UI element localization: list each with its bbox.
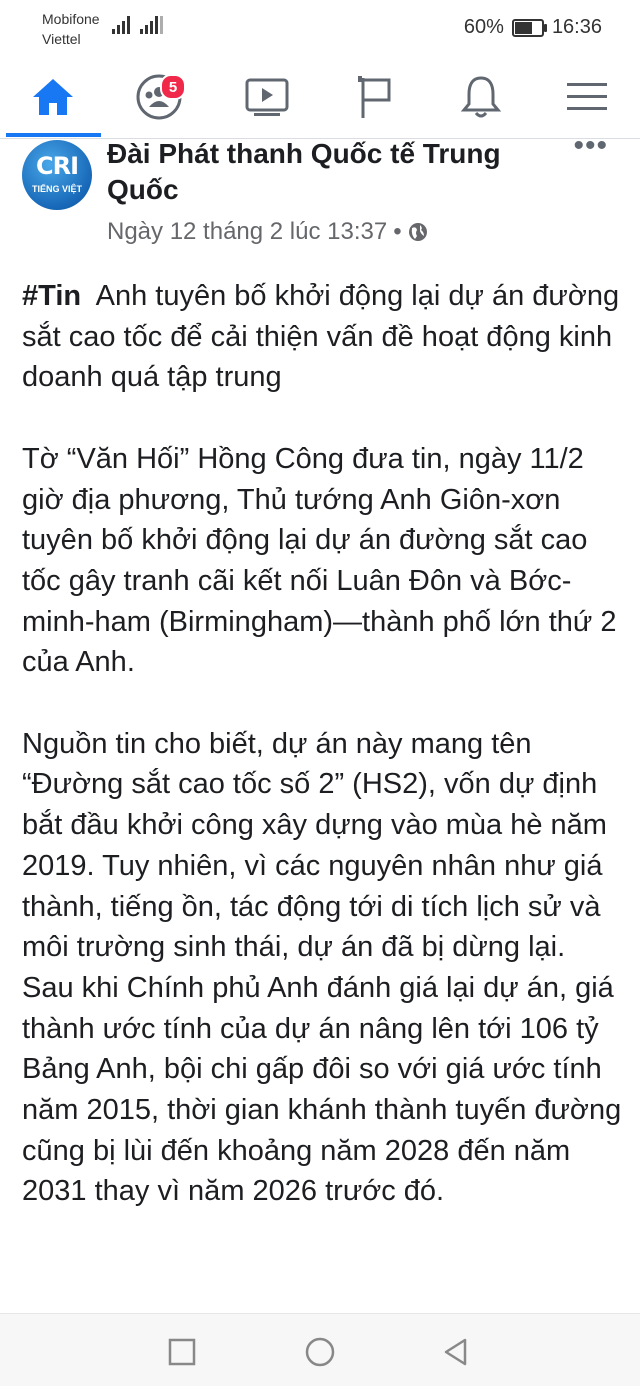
nav-pages[interactable]: [340, 66, 410, 128]
carrier-labels: [42, 9, 100, 49]
recents-icon: [168, 1338, 196, 1366]
nav-home[interactable]: [18, 66, 88, 128]
paragraph-1: Tờ “Văn Hối” Hồng Công đưa tin, ngày 11/2 giờ địa phương, Thủ tướng Anh Giôn-xơn tuyên bố khởi động lại dự án đường sắt cao tốc gây tranh cãi kết nối Luân Đôn và Bớc-minh-ham (Birmingham)—thành phố lớn thứ 2 của Anh.: [22, 442, 617, 679]
paragraph-2: Nguồn tin cho biết, dự án này mang tên “Đường sắt cao tốc số 2” (HS2), vốn dự định bắt đầu khởi công xây dựng vào mùa hè năm 2019. Tuy nhiên, vì các nguyên nhân như giá thành, tiếng ồn, tác động tới di tích lịch sử và môi trường sinh thái, dự án đã bị dừng lại. Sau khi Chính phủ Anh đánh giá lại dự án, giá thành ước tính của dự án nâng lên tới 106 tỷ Bảng Anh, bội chi gấp đôi so với giá ước tính năm 2015, thời gian khánh thành tuyến đường cũng bị lùi đến khoảng năm 2028 đến năm 2031 thay vì năm 2026 trước đó.: [22, 727, 622, 1208]
page-name[interactable]: Đài Phát thanh Quốc tế Trung Quốc: [107, 138, 501, 205]
nav-notifications[interactable]: [446, 66, 516, 128]
friend-requests-badge: 5: [160, 74, 186, 100]
post-body: [22, 276, 622, 1212]
hashtag-link[interactable]: #Tin: [22, 280, 82, 312]
battery-percent: 60%: [463, 16, 504, 38]
home-icon: [31, 77, 75, 117]
avatar-logo: CRI: [35, 152, 79, 180]
nav-watch[interactable]: [232, 66, 302, 128]
post-timestamp[interactable]: Ngày 12 tháng 2 lúc 13:37: [107, 218, 388, 245]
top-nav: [0, 60, 640, 139]
home-system-button[interactable]: [300, 1332, 340, 1372]
post-headline: [22, 276, 622, 398]
bell-icon: [460, 74, 502, 120]
home-circle-icon: [304, 1336, 336, 1368]
carrier-2: Viettel: [42, 31, 81, 47]
nav-menu[interactable]: [552, 66, 622, 128]
meta-separator: •: [393, 218, 402, 245]
status-right: [464, 16, 602, 39]
carrier-1: Mobifone: [42, 11, 100, 27]
system-nav-bar: [0, 1313, 640, 1386]
signal-icon: [112, 16, 132, 34]
hamburger-icon: [567, 80, 607, 114]
clock: 16:36: [551, 16, 602, 38]
nav-friends[interactable]: [124, 66, 194, 128]
back-icon: [441, 1337, 471, 1367]
avatar-tag: TIẾNG VIỆT: [31, 184, 82, 194]
battery-icon: [512, 19, 544, 37]
post-meta: [107, 216, 428, 248]
nav-active-indicator: [6, 133, 101, 137]
page-avatar[interactable]: [22, 140, 92, 210]
post-options-icon[interactable]: •••: [573, 129, 608, 162]
status-bar: [0, 0, 640, 60]
flag-icon: [355, 74, 395, 120]
video-icon: [244, 77, 290, 117]
headline-text: Anh tuyên bố khởi động lại dự án đường sắt cao tốc để cải thiện vấn đề hoạt động kinh doanh quá tập trung: [22, 280, 620, 394]
recents-button[interactable]: [162, 1332, 202, 1372]
globe-icon: [408, 222, 428, 242]
signal-2-icon: [140, 16, 170, 34]
back-button[interactable]: [436, 1332, 476, 1372]
